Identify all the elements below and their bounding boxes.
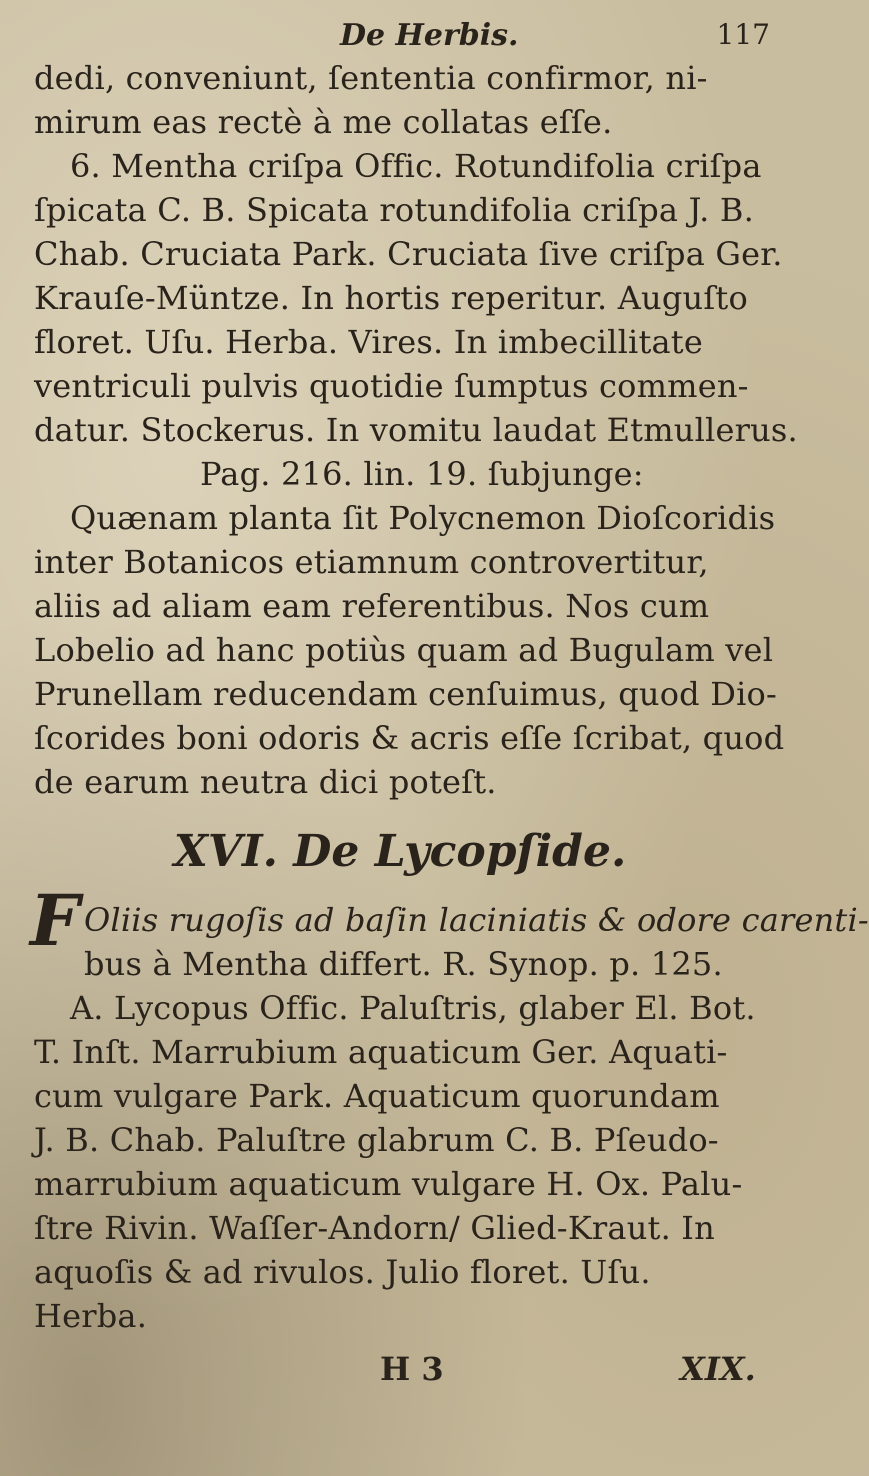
text-line: aquoſis & ad rivulos. Julio floret. Uſu. <box>34 1253 651 1291</box>
text-line: Herba. <box>34 1297 148 1335</box>
catchword: XIX. <box>680 1350 756 1388</box>
signature-mark: H 3 <box>380 1350 444 1388</box>
text-line: 6. Mentha criſpa Offic. Rotundifolia criſpa <box>70 147 762 185</box>
text-line: dedi, conveniunt, ſententia confirmor, ni- <box>34 59 708 97</box>
text-line: Chab. Cruciata Park. Cruciata ſive criſpa Ger. <box>34 235 783 273</box>
text-line: T. Inſt. Marrubium aquaticum Ger. Aquati- <box>34 1033 728 1071</box>
text-line: ſcorides boni odoris & acris eſſe ſcribat, quod <box>34 719 785 757</box>
page-footer <box>0 1350 800 1400</box>
text-line: floret. Uſu. Herba. Vires. In imbecillitate <box>34 323 703 361</box>
text-line: ſtre Rivin. Waſſer-Andorn/ Glied-Kraut. In <box>34 1209 715 1247</box>
text-line: Lobelio ad hanc potiùs quam ad Bugulam vel <box>34 631 774 669</box>
text-line: ſpicata C. B. Spicata rotundifolia criſpa J. B. <box>34 191 754 229</box>
text-line: mirum eas rectè à me collatas eſſe. <box>34 103 613 141</box>
drop-cap: F <box>30 879 80 962</box>
text-line: Prunellam reducendam cenſuimus, quod Dio- <box>34 675 777 713</box>
text-line: Oliis rugoſis ad baſin laciniatis & odore carenti- <box>84 901 869 939</box>
running-title: De Herbis. <box>340 18 519 53</box>
page-number: 117 <box>716 18 770 51</box>
text-line: Krauſe-Müntze. In hortis reperitur. Auguſto <box>34 279 748 317</box>
text-line: cum vulgare Park. Aquaticum quorundam <box>34 1077 720 1115</box>
text-line: J. B. Chab. Paluſtre glabrum C. B. Pſeudo- <box>34 1121 719 1159</box>
text-line: Quænam planta ſit Polycnemon Dioſcoridis <box>70 499 776 537</box>
text-line: bus à Mentha differt. R. Synop. p. 125. <box>84 945 723 983</box>
text-line: marrubium aquaticum vulgare H. Ox. Palu- <box>34 1165 743 1203</box>
text-line: Pag. 216. lin. 19. ſubjunge: <box>200 455 644 493</box>
text-line: de earum neutra dici poteſt. <box>34 763 497 801</box>
running-head <box>0 18 800 58</box>
text-line: ventriculi pulvis quotidie ſumptus commen- <box>34 367 749 405</box>
text-line: inter Botanicos etiamnum controvertitur, <box>34 543 709 581</box>
text-line: A. Lycopus Offic. Paluſtris, glaber El. Bot. <box>70 989 756 1027</box>
text-line: aliis ad aliam eam referentibus. Nos cum <box>34 587 710 625</box>
text-line: datur. Stockerus. In vomitu laudat Etmullerus. <box>34 411 798 449</box>
section-heading: XVI. De Lycopſide. <box>173 826 627 877</box>
